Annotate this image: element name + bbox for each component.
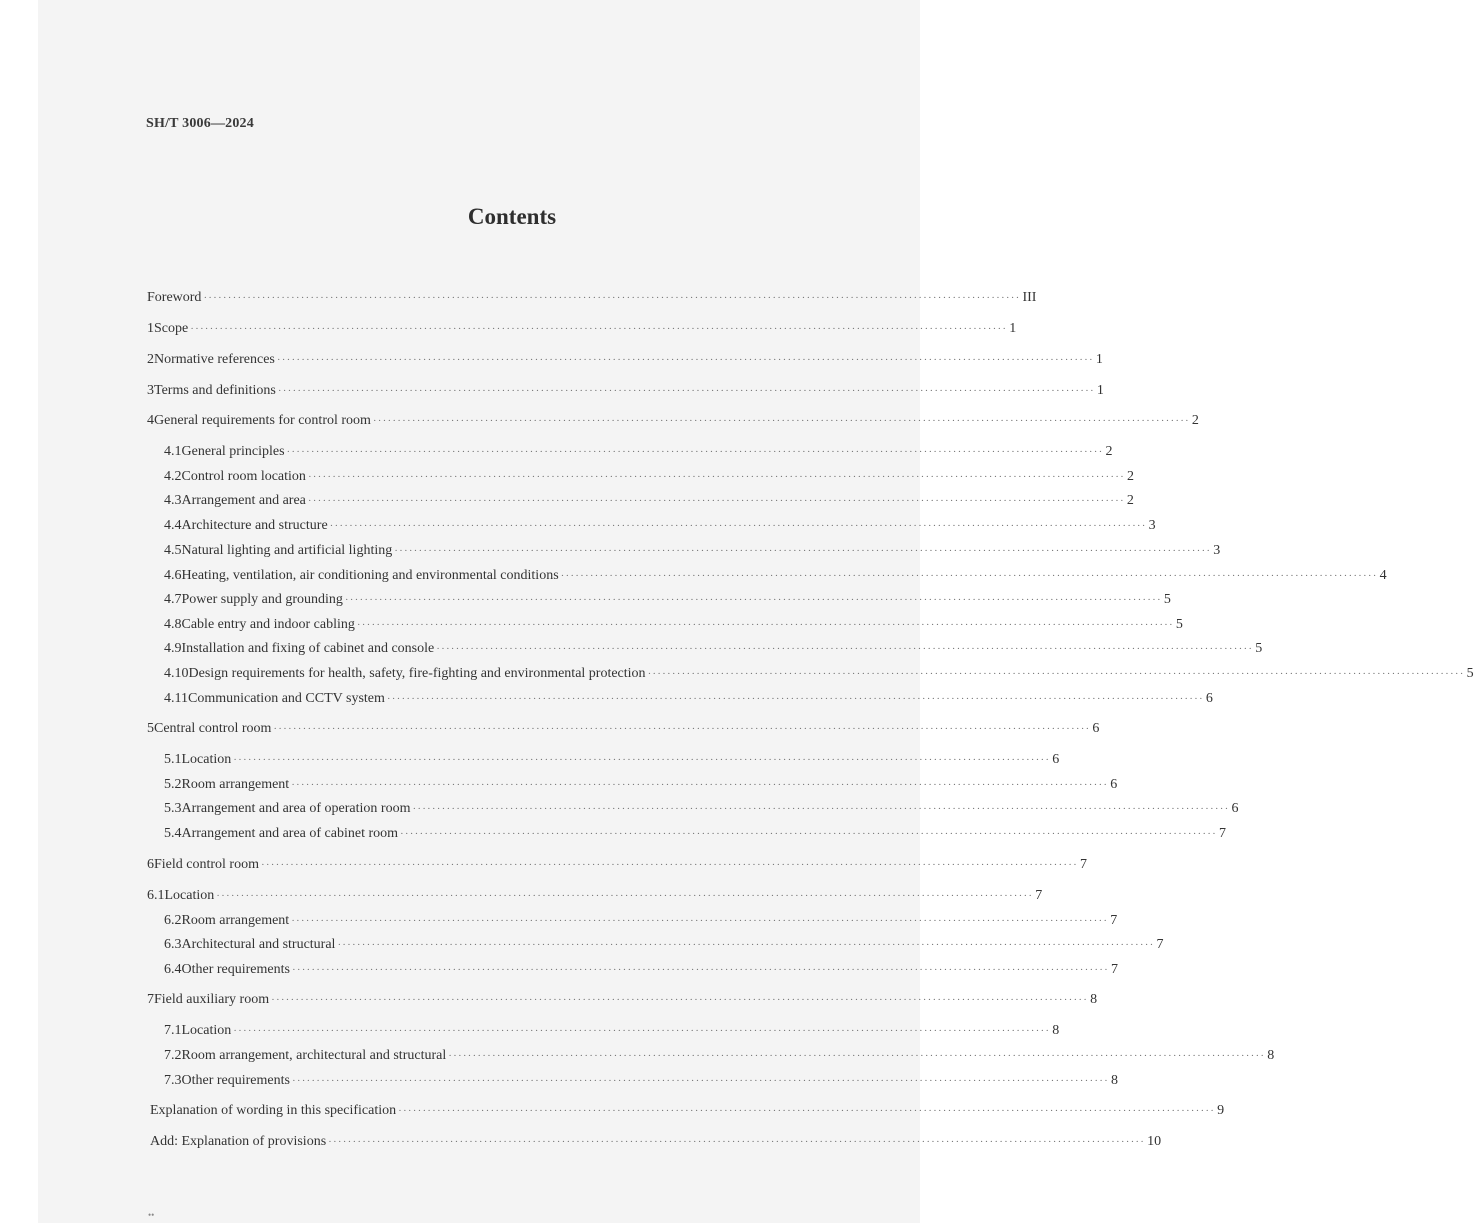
dot-leader: ········································································································································································ — [386, 693, 1204, 705]
toc-entry-page: 5 — [1163, 592, 1171, 607]
dot-leader: ········································································································································································ — [216, 890, 1034, 902]
toc-entry[interactable] — [164, 493, 1134, 509]
toc-entry-label: Location — [181, 752, 232, 767]
toc-entry-page: 6 — [1205, 691, 1213, 706]
toc-entry-label: Location — [181, 1023, 232, 1038]
toc-entry-label: Scope — [154, 321, 189, 336]
toc-entry-page: 2 — [1191, 413, 1199, 428]
toc-entry-number: 6.1 — [147, 888, 165, 903]
toc-entry[interactable] — [164, 801, 1239, 817]
dot-leader: ········································································································································································ — [273, 723, 1091, 735]
toc-entry-number: 7.1 — [164, 1023, 182, 1038]
toc-entry-label: Add: Explanation of provisions — [150, 1134, 327, 1149]
toc-entry-number: 4.5 — [164, 543, 182, 558]
toc-entry-label: Explanation of wording in this specification — [150, 1103, 397, 1118]
toc-entry-number: 7 — [147, 992, 154, 1007]
toc-entry-label: Location — [164, 888, 215, 903]
page-title: Contents — [467, 204, 557, 229]
toc-entry[interactable] — [150, 1103, 1225, 1119]
toc-entry-page: 4 — [1379, 568, 1387, 583]
toc-entry-page: 6 — [1092, 721, 1100, 736]
toc-entry[interactable] — [164, 1048, 1275, 1064]
toc-entry-label: Field auxiliary room — [154, 992, 270, 1007]
toc-entry-number: 3 — [147, 383, 154, 398]
toc-entry-label: Room arrangement — [181, 777, 290, 792]
toc-entry-number: 6 — [147, 857, 154, 872]
toc-entry-page: 7 — [1035, 888, 1043, 903]
dot-leader: ········································································································································································ — [647, 668, 1465, 680]
toc-entry[interactable] — [150, 1134, 1162, 1150]
toc-entry-label: Installation and fixing of cabinet and console — [181, 641, 435, 656]
toc-entry-page: 6 — [1052, 752, 1060, 767]
toc-entry[interactable] — [147, 383, 1104, 399]
toc-entry-page: 6 — [1110, 777, 1118, 792]
toc-entry-number: 4.11 — [164, 691, 188, 706]
dot-leader: ········································································································································································ — [436, 643, 1254, 655]
toc-entry-number: 4.8 — [164, 617, 182, 632]
toc-entry-number: 5.3 — [164, 801, 182, 816]
toc-entry-page: 7 — [1219, 826, 1227, 841]
toc-entry[interactable] — [147, 321, 1017, 337]
toc-entry[interactable] — [164, 444, 1113, 460]
toc-entry-page: 2 — [1105, 444, 1113, 459]
toc-entry[interactable] — [164, 592, 1171, 608]
toc-entry-page: 5 — [1175, 617, 1183, 632]
toc-entry-number: 5.4 — [164, 826, 182, 841]
toc-entry-label: Other requirements — [181, 962, 290, 977]
toc-entry-page: 5 — [1466, 666, 1474, 681]
toc-entry-number: 5.1 — [164, 752, 182, 767]
toc-entry-number: 7.2 — [164, 1048, 182, 1063]
dot-leader: ········································································································································································ — [291, 779, 1109, 791]
toc-entry-number: 7.3 — [164, 1073, 182, 1088]
toc-entry[interactable] — [147, 413, 1199, 429]
toc-entry-label: Central control room — [154, 721, 272, 736]
dot-leader: ········································································································································································ — [276, 354, 1094, 366]
toc-entry-page: 10 — [1147, 1134, 1162, 1149]
toc-entry-label: Arrangement and area of cabinet room — [181, 826, 399, 841]
dot-leader: ········································································································································································ — [356, 619, 1174, 631]
footer-mark: •• — [148, 1210, 155, 1220]
toc-entry-label: Arrangement and area of operation room — [181, 801, 411, 816]
toc-entry-number: 4.10 — [164, 666, 189, 681]
toc-entry-label: Architecture and structure — [181, 518, 328, 533]
dot-leader: ········································································································································································ — [398, 1105, 1216, 1117]
dot-leader: ········································································································································································ — [233, 754, 1051, 766]
toc-entry-page: 5 — [1255, 641, 1263, 656]
toc-entry-page: 8 — [1052, 1023, 1060, 1038]
standard-code: SH/T 3006—2024 — [146, 116, 254, 131]
toc-entry[interactable] — [164, 568, 1387, 584]
toc-entry-label: Normative references — [154, 352, 275, 367]
toc-entry-label: Communication and CCTV system — [187, 691, 385, 706]
toc-entry-number: 4.4 — [164, 518, 182, 533]
dot-leader: ········································································································································································ — [372, 415, 1190, 427]
dot-leader: ········································································································································································ — [400, 828, 1218, 840]
toc-entry-page: 7 — [1110, 962, 1118, 977]
toc-entry-label: Terms and definitions — [154, 383, 276, 398]
dot-leader: ········································································································································································ — [277, 385, 1095, 397]
dot-leader: ········································································································································································ — [337, 939, 1155, 951]
dot-leader: ········································································································································································ — [448, 1050, 1266, 1062]
toc-entry-page: 9 — [1217, 1103, 1225, 1118]
toc-entry-number: 6.2 — [164, 913, 182, 928]
toc-entry-number: 4.3 — [164, 493, 182, 508]
toc-entry[interactable] — [147, 857, 1087, 873]
toc-entry[interactable] — [164, 913, 1118, 929]
toc-entry[interactable] — [164, 691, 1213, 707]
toc-entry[interactable] — [164, 937, 1164, 953]
toc-entry-label: Cable entry and indoor cabling — [181, 617, 355, 632]
toc-entry-number: 4 — [147, 413, 154, 428]
toc-entry[interactable] — [164, 777, 1118, 793]
toc-entry-page: 7 — [1080, 857, 1087, 872]
toc-entry-label: Field control room — [154, 857, 259, 872]
toc-entry-page: 3 — [1148, 518, 1156, 533]
toc-entry[interactable] — [147, 992, 1098, 1008]
dot-leader: ········································································································································································ — [412, 803, 1230, 815]
toc-entry[interactable] — [164, 617, 1183, 633]
toc-entry-number: 4.6 — [164, 568, 182, 583]
toc-entry-page: 8 — [1110, 1073, 1118, 1088]
toc-entry[interactable] — [164, 666, 1474, 682]
toc-entry-label: Room arrangement, architectural and structural — [181, 1048, 447, 1063]
toc-entry[interactable] — [164, 962, 1118, 978]
toc-entry-page: 2 — [1126, 493, 1134, 508]
toc-entry-page: 3 — [1213, 543, 1221, 558]
toc-entry-label: Natural lighting and artificial lighting — [181, 543, 393, 558]
dot-leader: ········································································································································································ — [203, 292, 1021, 304]
toc-entry[interactable] — [164, 543, 1221, 559]
dot-leader: ········································································································································································ — [261, 859, 1078, 871]
toc-entry-page: 2 — [1126, 469, 1134, 484]
toc-entry-label: General requirements for control room — [154, 413, 371, 428]
dot-leader: ········································································································································································ — [394, 545, 1212, 557]
dot-leader: ········································································································································································ — [328, 1136, 1146, 1148]
dot-leader: ········································································································································································ — [307, 471, 1125, 483]
toc-entry-page: 1 — [1095, 352, 1103, 367]
dot-leader: ········································································································································································ — [291, 964, 1109, 976]
toc-entry[interactable] — [164, 518, 1156, 534]
dot-leader: ········································································································································································ — [271, 994, 1089, 1006]
toc-entry-number: 6.4 — [164, 962, 182, 977]
dot-leader: ········································································································································································ — [291, 915, 1109, 927]
dot-leader: ········································································································································································ — [329, 520, 1147, 532]
toc-entry-label: Other requirements — [181, 1073, 290, 1088]
toc-entry-foreword[interactable] — [147, 290, 1037, 306]
toc-entry-page: 1 — [1009, 321, 1017, 336]
dot-leader: ········································································································································································ — [291, 1075, 1109, 1087]
dot-leader: ········································································································································································ — [560, 570, 1378, 582]
toc-entry-number: 5 — [147, 721, 154, 736]
toc-entry-number: 1 — [147, 321, 154, 336]
toc-entry-number: 4.1 — [164, 444, 182, 459]
toc-entry-page: 7 — [1110, 913, 1118, 928]
toc-entry[interactable] — [164, 826, 1227, 842]
dot-leader: ········································································································································································ — [286, 446, 1104, 458]
toc-entry-label: Design requirements for health, safety, fire-fighting and environmental protection — [188, 666, 646, 681]
toc-entry-page: 7 — [1156, 937, 1164, 952]
toc-entry-number: 4.7 — [164, 592, 182, 607]
toc-entry-page: 8 — [1267, 1048, 1275, 1063]
toc-entry-page: 6 — [1231, 801, 1239, 816]
dot-leader: ········································································································································································ — [344, 594, 1162, 606]
toc-entry[interactable] — [147, 721, 1100, 737]
dot-leader: ········································································································································································ — [190, 323, 1008, 335]
toc-entry[interactable] — [147, 352, 1103, 368]
toc-entry-label: Control room location — [181, 469, 306, 484]
toc-entry[interactable] — [164, 469, 1134, 485]
toc-entry-number: 6.3 — [164, 937, 182, 952]
toc-entry-page: 1 — [1096, 383, 1104, 398]
toc-entry[interactable] — [147, 888, 1043, 904]
toc-entry-number: 4.9 — [164, 641, 182, 656]
dot-leader: ········································································································································································ — [233, 1025, 1051, 1037]
toc-entry-page: 8 — [1090, 992, 1098, 1007]
toc-entry-number: 4.2 — [164, 469, 182, 484]
toc-entry[interactable] — [164, 1023, 1060, 1039]
dot-leader: ········································································································································································ — [307, 495, 1125, 507]
toc-entry-label: Heating, ventilation, air conditioning and environmental conditions — [181, 568, 559, 583]
toc-entry-label: Foreword — [147, 290, 202, 305]
toc-entry[interactable] — [164, 1073, 1118, 1089]
toc-entry[interactable] — [164, 752, 1060, 768]
toc-entry-label: General principles — [181, 444, 285, 459]
toc-entry-number: 2 — [147, 352, 154, 367]
toc-entry-label: Arrangement and area — [181, 493, 306, 508]
toc-entry-number: 5.2 — [164, 777, 182, 792]
toc-entry[interactable] — [164, 641, 1263, 657]
toc-entry-label: Room arrangement — [181, 913, 290, 928]
toc-entry-page: III — [1022, 290, 1037, 305]
toc-entry-label: Power supply and grounding — [181, 592, 343, 607]
toc-entry-label: Architectural and structural — [181, 937, 336, 952]
